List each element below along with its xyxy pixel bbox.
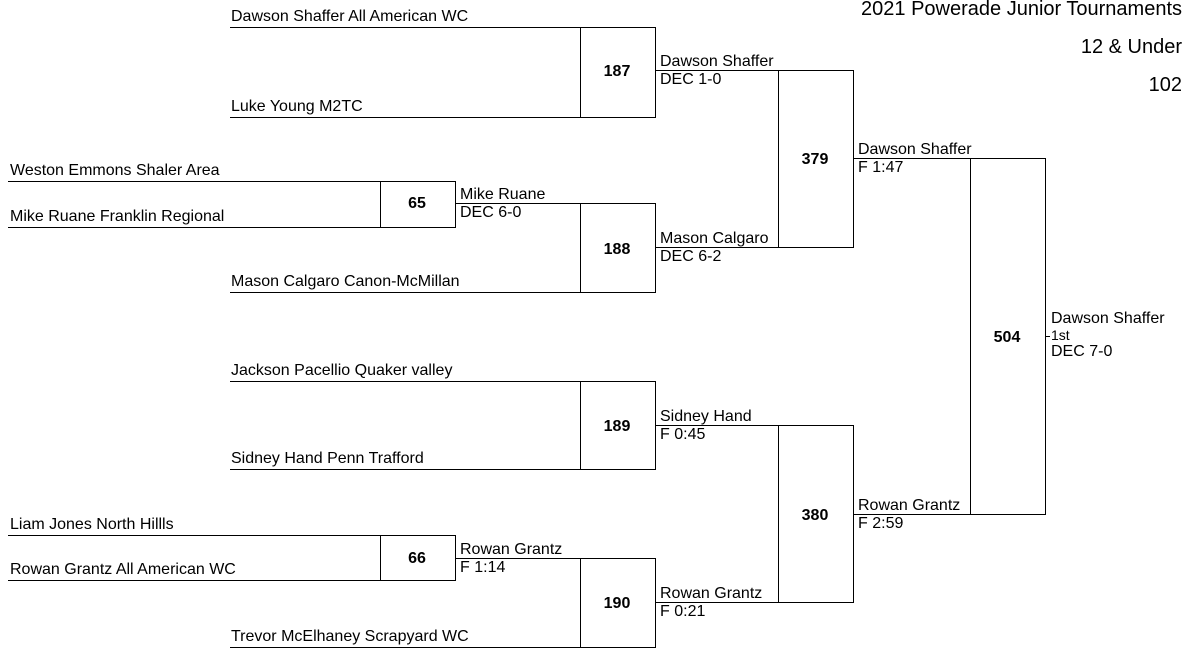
match-result: DEC 1-0 xyxy=(660,71,722,88)
match-result: F 1:47 xyxy=(858,159,904,176)
match-result: DEC 7-0 xyxy=(1051,343,1113,360)
bout-number: 379 xyxy=(801,151,829,168)
bout-number: 188 xyxy=(603,241,631,258)
winner-name: Sidney Hand xyxy=(660,408,752,425)
entrant-label: Mike Ruane Franklin Regional xyxy=(10,208,225,225)
entrant-label: Mason Calgaro Canon-McMillan xyxy=(231,273,460,290)
winner-name: Mike Ruane xyxy=(460,186,546,203)
tournament-title: 2021 Powerade Junior Tournaments xyxy=(861,0,1182,20)
entrant-label: Weston Emmons Shaler Area xyxy=(10,162,220,179)
bout-number: 187 xyxy=(603,63,631,80)
winner-name: Rowan Grantz xyxy=(660,585,763,602)
entrant-label: Dawson Shaffer All American WC xyxy=(231,8,469,25)
match-result: DEC 6-0 xyxy=(460,204,522,221)
champion-name: Dawson Shaffer xyxy=(1051,310,1165,327)
match-result: F 0:45 xyxy=(660,426,706,443)
entrant-label: Sidney Hand Penn Trafford xyxy=(231,450,424,467)
weight-class-label: 102 xyxy=(1148,74,1182,96)
bout-number: 66 xyxy=(408,550,426,567)
entrant-label: Liam Jones North Hillls xyxy=(10,516,174,533)
winner-name: Rowan Grantz xyxy=(460,541,563,558)
bout-number: 65 xyxy=(408,195,426,212)
bout-number: 190 xyxy=(603,595,631,612)
winner-name: Rowan Grantz xyxy=(858,497,961,514)
division-label: 12 & Under xyxy=(1080,36,1182,58)
match-result: DEC 6-2 xyxy=(660,248,722,265)
bout-number: 504 xyxy=(993,329,1021,346)
match-result: F 2:59 xyxy=(858,515,904,532)
winner-name: Mason Calgaro xyxy=(660,230,769,247)
bout-number: 380 xyxy=(801,507,829,524)
entrant-label: Rowan Grantz All American WC xyxy=(10,561,236,578)
match-result: F 0:21 xyxy=(660,603,706,620)
winner-name: Dawson Shaffer xyxy=(660,53,774,70)
match-result: F 1:14 xyxy=(460,559,506,576)
entrant-label: Trevor McElhaney Scrapyard WC xyxy=(231,628,469,645)
winner-name: Dawson Shaffer xyxy=(858,141,972,158)
bout-number: 189 xyxy=(603,418,631,435)
champion-place: 1st xyxy=(1051,327,1070,343)
entrant-label: Luke Young M2TC xyxy=(231,98,363,115)
entrant-label: Jackson Pacellio Quaker valley xyxy=(231,362,453,379)
